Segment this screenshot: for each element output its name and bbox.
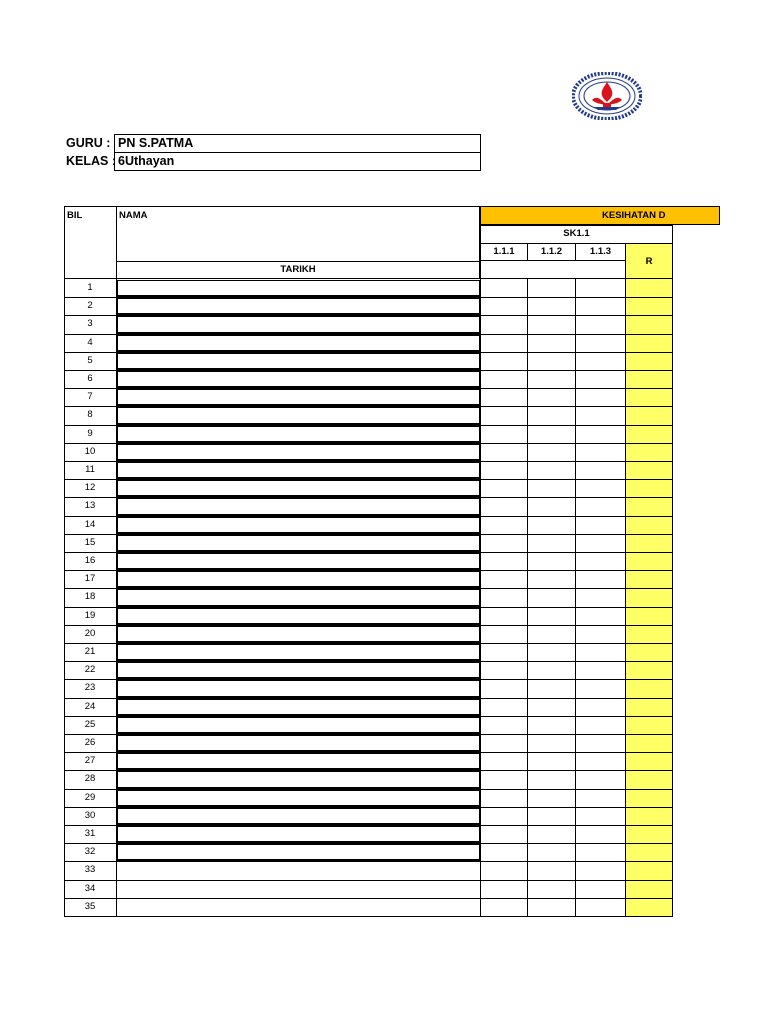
name-input-cell[interactable] (117, 644, 480, 661)
row-number: 8 (87, 409, 93, 421)
left-border (64, 279, 65, 916)
name-input-cell[interactable] (117, 280, 480, 297)
name-input-cell[interactable] (117, 444, 480, 461)
name-input-cell[interactable] (117, 771, 480, 788)
row-number: 5 (87, 354, 93, 366)
name-input-cell[interactable] (117, 426, 480, 443)
row-number: 21 (84, 646, 96, 657)
row-number: 2 (87, 300, 93, 312)
row-number: 1 (87, 282, 93, 293)
sub-header-1: 1.1.1 (480, 243, 528, 261)
row-number: 31 (84, 828, 96, 839)
name-input-cell[interactable] (117, 608, 480, 625)
row-number: 32 (84, 846, 96, 858)
row-number: 6 (87, 373, 93, 384)
section-header: KESIHATAN D (480, 206, 720, 225)
row-number: 28 (84, 773, 96, 785)
name-input-cell[interactable] (117, 735, 480, 752)
assessment-table (64, 206, 673, 916)
col-113-divider (575, 279, 576, 916)
name-input-cell[interactable] (117, 680, 480, 697)
row-number: 22 (84, 664, 96, 676)
nama-header: NAMA (116, 206, 480, 262)
r-column-fill (625, 279, 673, 916)
standard-header: SK1.1 (480, 225, 673, 244)
date-cells[interactable] (480, 261, 626, 279)
row-number: 19 (84, 609, 96, 621)
name-input-cell[interactable] (117, 626, 480, 643)
name-input-cell[interactable] (117, 790, 480, 807)
row-divider (64, 880, 673, 881)
row-number: 3 (87, 318, 93, 330)
name-input-cell[interactable] (117, 589, 480, 606)
name-input-cell[interactable] (117, 717, 480, 734)
name-input-cell[interactable] (117, 535, 480, 552)
row-number: 30 (84, 809, 96, 821)
name-input-cell[interactable] (117, 753, 480, 770)
guru-label: GURU : (66, 136, 111, 150)
name-input-cell[interactable] (117, 371, 480, 388)
guru-field[interactable]: PN S.PATMA (114, 134, 481, 153)
r-header: R (625, 243, 673, 279)
name-input-cell[interactable] (117, 826, 480, 843)
name-input-cell[interactable] (117, 844, 480, 861)
name-input-cell[interactable] (117, 407, 480, 424)
name-input-cell[interactable] (117, 571, 480, 588)
name-input-cell[interactable] (117, 808, 480, 825)
name-input-cell[interactable] (117, 662, 480, 679)
name-input-cell[interactable] (117, 480, 480, 497)
name-input-cell[interactable] (117, 335, 480, 352)
row-divider (64, 898, 673, 899)
sub-header-3: 1.1.3 (575, 243, 626, 261)
sub-header-2: 1.1.2 (527, 243, 576, 261)
col-112-divider (527, 279, 528, 916)
row-number: 15 (84, 536, 96, 548)
kelas-field[interactable]: 6Uthayan (114, 152, 481, 171)
kelas-label: KELAS : (66, 154, 116, 168)
row-number: 11 (85, 464, 95, 475)
row-number: 10 (84, 445, 96, 457)
row-number: 24 (84, 700, 96, 712)
row-number: 17 (84, 573, 96, 585)
row-number: 34 (84, 882, 96, 894)
row-number: 23 (84, 682, 96, 694)
name-input-cell[interactable] (117, 462, 480, 479)
row-number: 29 (84, 791, 96, 803)
name-input-cell[interactable] (117, 517, 480, 534)
nama-divider (480, 279, 481, 916)
row-divider (64, 861, 673, 862)
name-input-cell[interactable] (117, 316, 480, 333)
row-number: 27 (84, 755, 96, 767)
name-input-cell[interactable] (117, 553, 480, 570)
name-input-cell[interactable] (117, 498, 480, 515)
row-number: 20 (84, 627, 96, 639)
row-number: 14 (84, 518, 96, 530)
row-number: 33 (84, 864, 96, 876)
bil-header: BIL (64, 206, 117, 279)
bil-divider (116, 279, 117, 916)
row-number: 4 (87, 336, 93, 348)
name-input-cell[interactable] (117, 298, 480, 315)
row-number: 13 (84, 500, 96, 512)
name-input-cell[interactable] (117, 389, 480, 406)
name-input-cell[interactable] (117, 353, 480, 370)
row-number: 25 (84, 718, 96, 730)
school-crest-logo (572, 72, 642, 120)
name-input-cell[interactable] (117, 699, 480, 716)
row-number: 26 (84, 737, 96, 748)
row-number: 18 (84, 591, 96, 603)
r-divider (625, 279, 626, 916)
row-number: 35 (84, 900, 96, 912)
row-number: 12 (84, 482, 96, 494)
row-number: 16 (84, 555, 96, 566)
row-divider (64, 916, 673, 917)
right-border (672, 279, 673, 916)
row-number: 9 (87, 427, 93, 439)
row-number: 7 (87, 391, 93, 403)
tarikh-header: TARIKH (116, 261, 480, 279)
